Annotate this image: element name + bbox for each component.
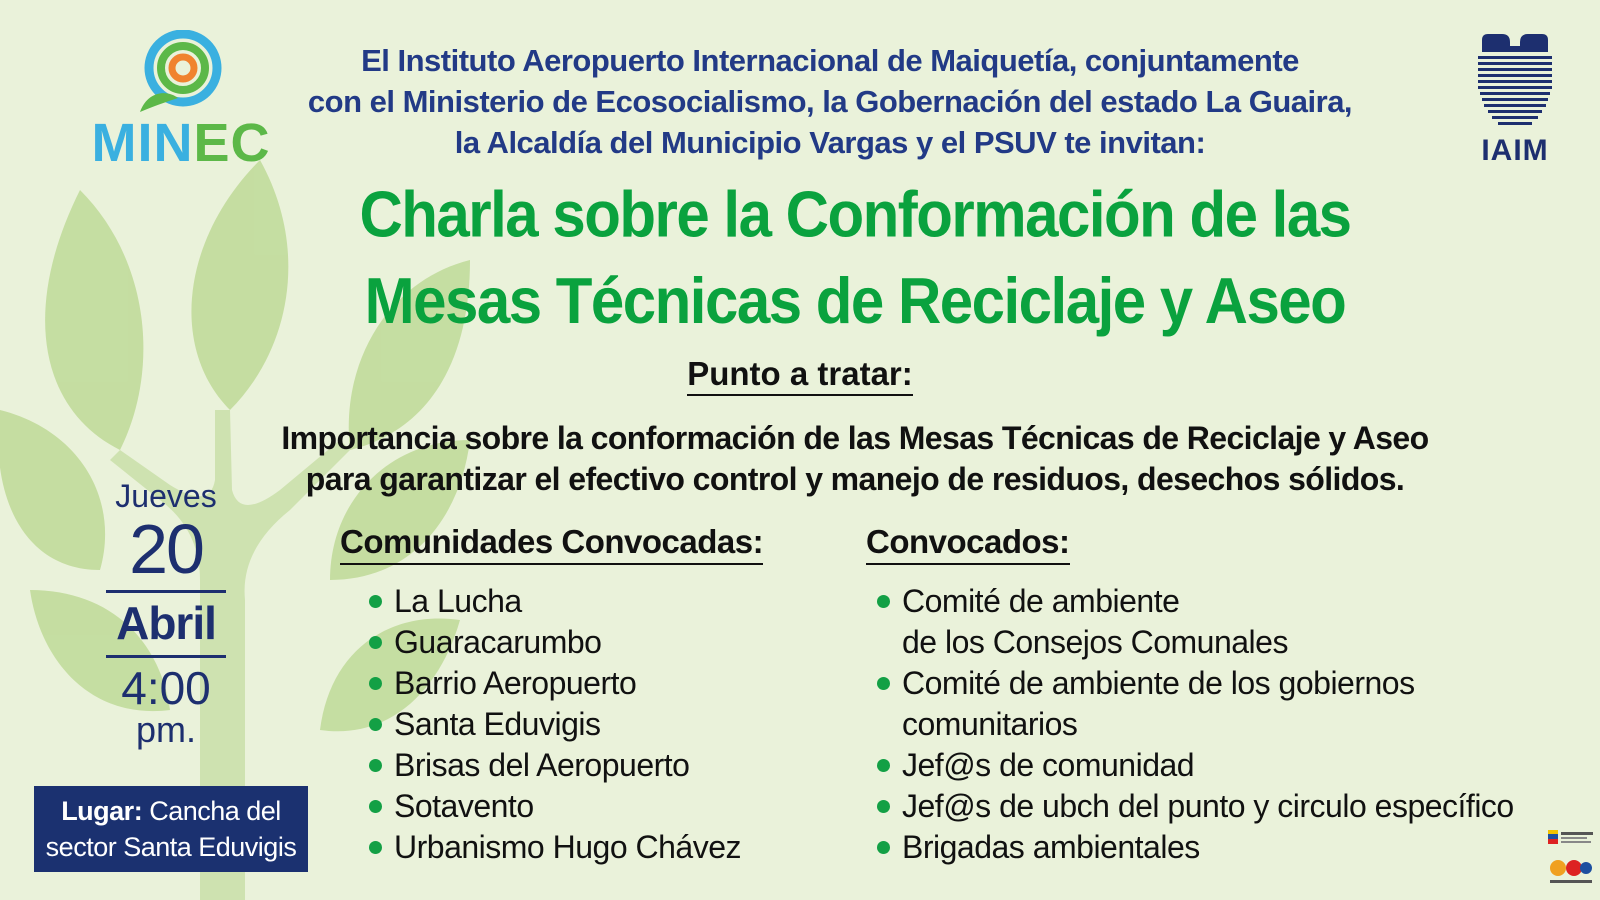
list-item: Brisas del Aeropuerto: [366, 745, 800, 786]
invitees-heading: Convocados:: [866, 523, 1070, 565]
date-meridiem: pm.: [135, 709, 196, 750]
date-weekday: Jueves: [115, 478, 217, 514]
date-divider: [106, 590, 226, 593]
invitation-header: [300, 40, 1360, 163]
list-item: Sotavento: [366, 786, 800, 827]
iaim-emblem-icon: [1472, 32, 1558, 132]
list-item: Comité de ambiente de los gobiernos comunitarios: [874, 663, 1586, 745]
invitees-list: [874, 581, 1586, 868]
minec-wordmark: MINEC: [91, 113, 271, 173]
invitees-section: [866, 523, 1586, 868]
list-item: Urbanismo Hugo Chávez: [366, 827, 800, 868]
title-line: Mesas Técnicas de Reciclaje y Aseo: [364, 264, 1346, 337]
list-item: Brigadas ambientales: [874, 827, 1586, 868]
spiral-leaf-icon: [138, 30, 224, 114]
minec-logo: [76, 30, 286, 180]
venue-line-2: sector Santa Eduvigis: [45, 832, 297, 862]
invite-line: con el Ministerio de Ecosocialismo, la Gobernación del estado La Guaira,: [307, 84, 1353, 119]
iaim-logo: [1472, 32, 1558, 172]
government-badge-icon: [1546, 828, 1596, 890]
communities-heading: Comunidades Convocadas:: [340, 523, 763, 565]
communities-list: [366, 581, 800, 868]
list-item: Jef@s de ubch del punto y circulo específico: [874, 786, 1586, 827]
list-item: Barrio Aeropuerto: [366, 663, 800, 704]
list-item: Santa Eduvigis: [366, 704, 800, 745]
event-title: [240, 172, 1470, 345]
title-line: Charla sobre la Conformación de las: [359, 178, 1351, 251]
list-item: Comité de ambiente de los Consejos Comunales: [874, 581, 1586, 663]
date-day: 20: [129, 510, 203, 588]
event-date: [96, 478, 236, 748]
venue-line-1: Lugar: Cancha del: [61, 796, 281, 826]
venue-label: Lugar:: [61, 796, 143, 826]
invite-line: El Instituto Aeropuerto Internacional de Maiquetía, conjuntamente: [361, 43, 1299, 78]
invite-line: la Alcaldía del Municipio Vargas y el PSUV te invitan:: [454, 125, 1206, 160]
communities-section: [340, 523, 800, 868]
topic-description: [230, 418, 1480, 500]
list-item: Guaracarumbo: [366, 622, 800, 663]
list-item: Jef@s de comunidad: [874, 745, 1586, 786]
topic-heading: Punto a tratar:: [600, 355, 1000, 393]
date-month: Abril: [116, 597, 216, 649]
date-divider: [106, 655, 226, 658]
iaim-wordmark: IAIM: [1481, 134, 1549, 167]
venue-box: [34, 786, 308, 872]
list-item: La Lucha: [366, 581, 800, 622]
date-time: 4:00: [121, 662, 211, 714]
topic-line: para garantizar el efectivo control y manejo de residuos, desechos sólidos.: [305, 461, 1405, 497]
topic-line: Importancia sobre la conformación de las Mesas Técnicas de Reciclaje y Aseo: [281, 420, 1429, 456]
